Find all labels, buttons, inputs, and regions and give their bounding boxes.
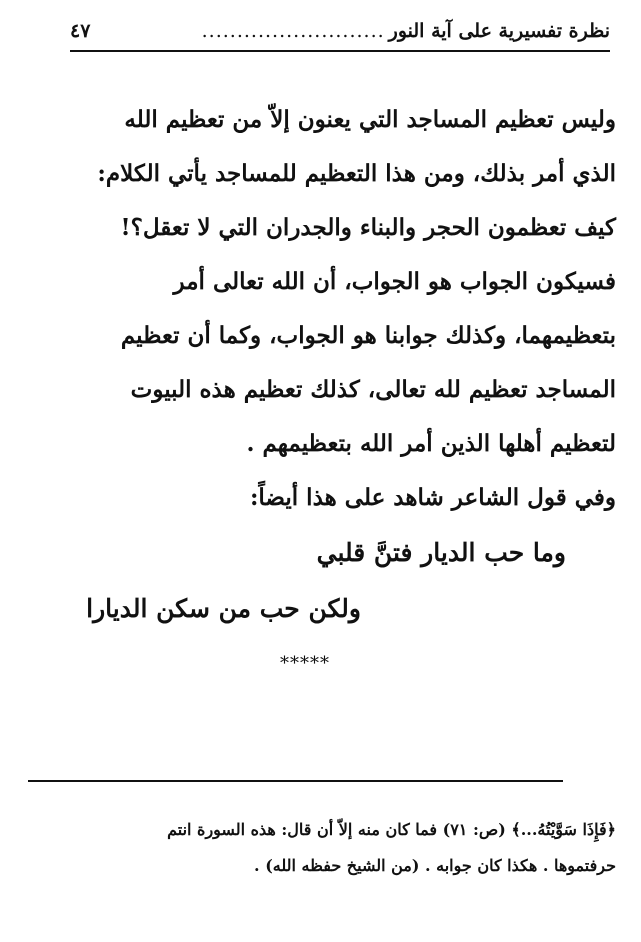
running-header bbox=[70, 12, 610, 52]
page-number: ٤٧ bbox=[70, 20, 91, 42]
body-line-7: لتعظيم أهلها الذين أمر الله بتعظيمهم . bbox=[246, 430, 616, 457]
footnote-line-2: حرفتموها . هكذا كان جوابه . (من الشيخ حفظه الله) . bbox=[254, 856, 616, 875]
body-line-3: كيف تعظمون الحجر والبناء والجدران التي لا تعقل؟! bbox=[120, 214, 616, 241]
body-line-5: بتعظيمهما، وكذلك جوابنا هو الجواب، وكما أن تعظيم bbox=[120, 322, 616, 349]
footnote-line-1: ﴿فَإِذَا سَوَّيْتُهُ...﴾ (ص: ٧١) فما كان منه إلاّ أن قال: هذه السورة انتم bbox=[167, 820, 616, 839]
body-line-8: وفي قول الشاعر شاهد على هذا أيضاً: bbox=[249, 484, 616, 511]
body-line-1: وليس تعظيم المساجد التي يعنون إلاّ من تعظيم الله bbox=[124, 106, 616, 133]
body-line-6: المساجد تعظيم لله تعالى، كذلك تعظيم هذه البيوت bbox=[130, 376, 616, 403]
header-title: نظرة تفسيرية على آية النور bbox=[388, 20, 610, 42]
header-leader-dots: .......................... bbox=[201, 20, 385, 42]
section-separator-stars: ***** bbox=[280, 653, 330, 674]
poem-verse-2: ولكن حب من سكن الديارا bbox=[86, 594, 361, 623]
footnote-rule bbox=[28, 780, 563, 782]
poem-verse-1: وما حب الديار فتنَّ قلبي bbox=[316, 538, 566, 567]
body-line-2: الذي أمر بذلك، ومن هذا التعظيم للمساجد يأتي الكلام: bbox=[97, 160, 616, 187]
body-line-4: فسيكون الجواب هو الجواب، أن الله تعالى أمر bbox=[173, 268, 616, 295]
